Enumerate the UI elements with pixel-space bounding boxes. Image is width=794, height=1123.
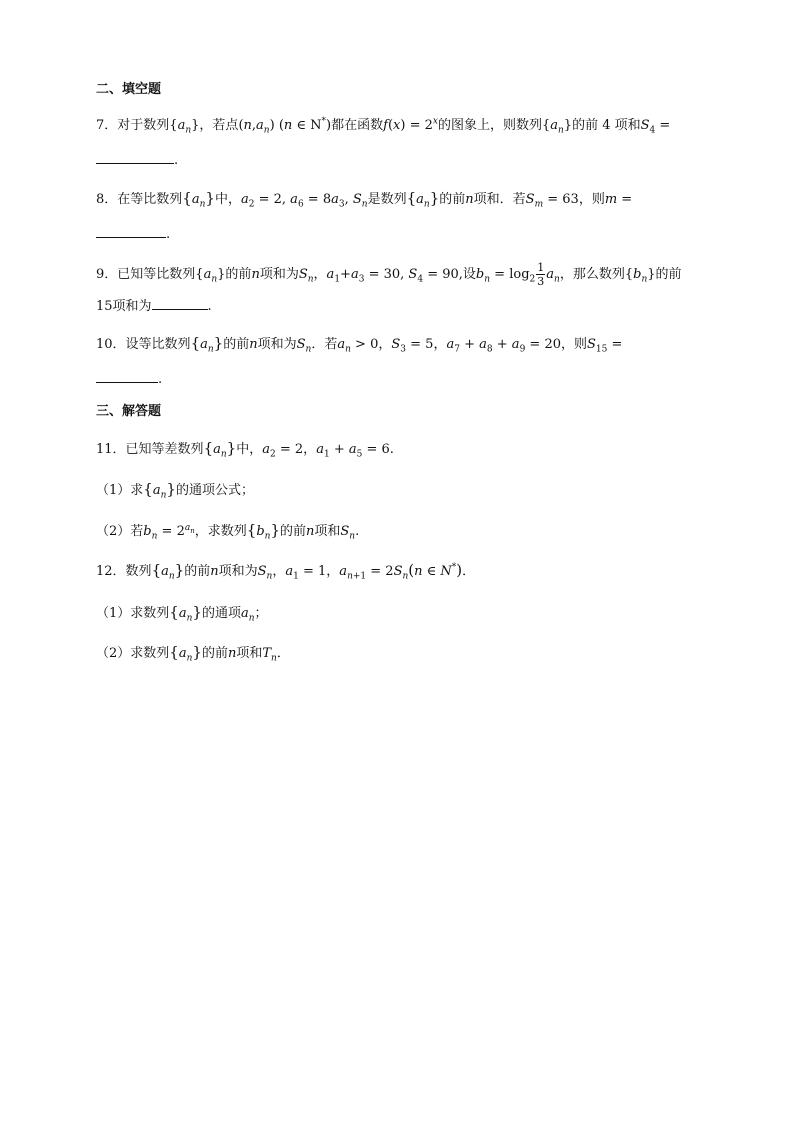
- math: $S_n$: [298, 267, 314, 285]
- question-12-text-2: 的前: [184, 564, 211, 579]
- question-7-line-2: [96, 151, 178, 171]
- math: $a_n > 0$: [337, 337, 379, 355]
- part-text: 若: [130, 524, 144, 539]
- question-12-part-2: [96, 642, 290, 664]
- question-9-text-5: 设: [462, 267, 476, 282]
- question-12-line-1: [96, 560, 475, 582]
- question-7-text-2: ，若点: [199, 118, 239, 133]
- question-7-line-1: [96, 116, 670, 136]
- part-text: 求: [130, 483, 144, 498]
- math: n: [306, 524, 315, 539]
- question-12-number: 12．: [96, 564, 126, 579]
- math: $\{a_n\}$: [143, 480, 176, 501]
- question-9-text-7: 的前: [655, 267, 682, 282]
- part-number: （2）: [96, 524, 131, 539]
- math: n: [249, 337, 258, 352]
- math: $\{a_n\}$: [541, 118, 573, 136]
- question-12-text-5: ，: [326, 564, 340, 579]
- math: m =: [604, 192, 633, 207]
- question-8-number: 8．: [96, 192, 118, 207]
- math: $\{a_n\}$: [169, 603, 202, 624]
- part-text: .: [355, 524, 360, 539]
- math: $S_4$ =: [640, 118, 671, 136]
- math: $(n,a_n)$ (n ∈ N*): [238, 116, 332, 136]
- math: $a_2 = 2$, $a_6 = 8a_3$, $S_n$: [240, 192, 368, 210]
- math: $a_2 = 2$: [262, 442, 304, 460]
- question-10-text-1: 设等比数列: [125, 337, 191, 352]
- question-10-text-5: ，: [378, 337, 392, 352]
- question-9-text-1: 已知等比数列: [117, 267, 196, 282]
- question-7-text-4: 的图象上，则数列: [437, 118, 542, 133]
- part-text: 项和: [236, 646, 263, 661]
- question-11-text-2: 中，: [236, 442, 263, 457]
- math: $a_1 = 1$: [285, 564, 327, 582]
- part-text: 项和: [314, 524, 341, 539]
- question-8-text-5: 项和．若: [473, 192, 526, 207]
- question-12-text-3: 项和为: [218, 564, 258, 579]
- section-heading-answer: 三、解答题: [96, 404, 162, 419]
- answer-blank[interactable]: [96, 225, 166, 238]
- section-heading-fill-in: 二、填空题: [96, 82, 162, 97]
- question-10-line-1: [96, 333, 622, 355]
- question-9-end: .: [207, 299, 212, 314]
- part-text: 的前: [201, 646, 228, 661]
- part-text: 求数列: [130, 646, 170, 661]
- math: $a_n$: [240, 606, 255, 624]
- math: $T_n$: [262, 646, 277, 664]
- answer-blank[interactable]: [152, 297, 208, 310]
- math: $S_m = 63$: [525, 192, 579, 210]
- part-text: 的通项公式；: [175, 483, 254, 498]
- question-9-text-8: 15项和为: [96, 299, 152, 314]
- math: $f(x) = 2^x$: [383, 116, 438, 133]
- question-10-text-6: ，: [433, 337, 447, 352]
- question-10-line-2: [96, 370, 162, 390]
- math: $a_{n+1} = 2S_n(n$ ∈ N*): [339, 561, 463, 582]
- question-12-text-1: 数列: [125, 564, 152, 579]
- question-10-text-4: ．若: [311, 337, 338, 352]
- question-11-end: .: [389, 442, 394, 457]
- math: $\{a_n\}$: [169, 118, 200, 136]
- question-7-end: .: [174, 153, 179, 168]
- question-8-text-3: 是数列: [367, 192, 407, 207]
- question-10-text-3: 项和为: [257, 337, 297, 352]
- math: n: [210, 564, 219, 579]
- question-11-text-1: 已知等差数列: [125, 442, 204, 457]
- math: n: [227, 646, 237, 661]
- math: $a_1+a_3 = 30$, $S_4 = 90$,: [326, 267, 463, 285]
- math: n: [251, 267, 260, 282]
- math: $\{a_n\}$: [151, 561, 185, 582]
- math: $\{a_n\}$: [169, 643, 202, 664]
- part-text: 的通项: [201, 606, 241, 621]
- question-12-part-1: [96, 602, 268, 624]
- question-9-text-6: ，那么数列: [559, 267, 625, 282]
- math: $\{a_n\}$: [182, 189, 215, 210]
- math: $S_n$: [340, 524, 356, 542]
- part-number: （1）: [96, 483, 131, 498]
- question-7-text-1: 对于数列: [117, 118, 170, 133]
- question-11-line-1: [96, 438, 394, 460]
- math: $S_{15}$ =: [587, 337, 623, 355]
- part-text: ；: [254, 606, 268, 621]
- question-8-line-1: [96, 188, 632, 210]
- question-8-text-2: 中，: [214, 192, 241, 207]
- question-9-text-3: 项和为: [259, 267, 299, 282]
- question-9-line-2: [96, 297, 212, 317]
- math: $\{b_n\}$: [624, 267, 656, 285]
- question-11-part-1: [96, 479, 254, 501]
- answer-blank[interactable]: [96, 370, 158, 383]
- part-text: ，求数列: [194, 524, 247, 539]
- question-12-end: ．: [462, 564, 476, 579]
- part-number: （2）: [96, 646, 131, 661]
- math: $\{a_n\}$: [203, 439, 237, 460]
- question-8-text-6: ，则: [578, 192, 605, 207]
- math: n: [465, 192, 474, 207]
- math: $\{a_n\}$: [190, 334, 224, 355]
- question-10-number: 10．: [96, 337, 126, 352]
- fraction: $\frac{1}{3}$: [537, 261, 545, 288]
- math: $S_n$: [296, 337, 312, 355]
- answer-blank[interactable]: [96, 151, 174, 164]
- part-number: （1）: [96, 606, 131, 621]
- math: $\{b_n\}$: [246, 521, 280, 542]
- question-7-number: 7．: [96, 118, 118, 133]
- math: $b_n = 2^{a_n}$: [143, 522, 195, 542]
- question-9-number: 9．: [96, 267, 118, 282]
- question-12-text-4: ，: [272, 564, 286, 579]
- part-text: 求数列: [130, 606, 170, 621]
- question-8-text-1: 在等比数列: [117, 192, 183, 207]
- math: $b_n = \log_2$ $\frac{1}{3}$ $a_n$: [475, 261, 560, 288]
- question-9-line-1: [96, 261, 682, 288]
- question-10-text-2: 的前: [223, 337, 250, 352]
- question-9-text-4: ，: [313, 267, 327, 282]
- question-11-number: 11．: [96, 442, 126, 457]
- math: $\{a_n\}$: [195, 267, 226, 285]
- part-text: 的前: [279, 524, 306, 539]
- question-9-text-2: 的前: [225, 267, 252, 282]
- math: $a_7 + a_8 + a_9 = 20$: [446, 337, 561, 355]
- question-7-text-5: 的前 4 项和: [572, 118, 641, 133]
- question-10-end: .: [158, 372, 163, 387]
- math: $a_1 + a_5 = 6$: [316, 442, 390, 460]
- math: $S_3 = 5$: [391, 337, 434, 355]
- part-text: ．: [276, 646, 290, 661]
- question-8-line-2: [96, 225, 170, 245]
- question-7-text-3: 都在函数: [331, 118, 384, 133]
- math: $S_n$: [257, 564, 273, 582]
- math: $\{a_n\}$: [406, 189, 440, 210]
- question-10-text-7: ，则: [561, 337, 588, 352]
- question-8-text-4: 的前: [439, 192, 466, 207]
- question-11-text-3: ，: [303, 442, 317, 457]
- question-11-part-2: [96, 520, 359, 542]
- question-8-end: .: [166, 227, 171, 242]
